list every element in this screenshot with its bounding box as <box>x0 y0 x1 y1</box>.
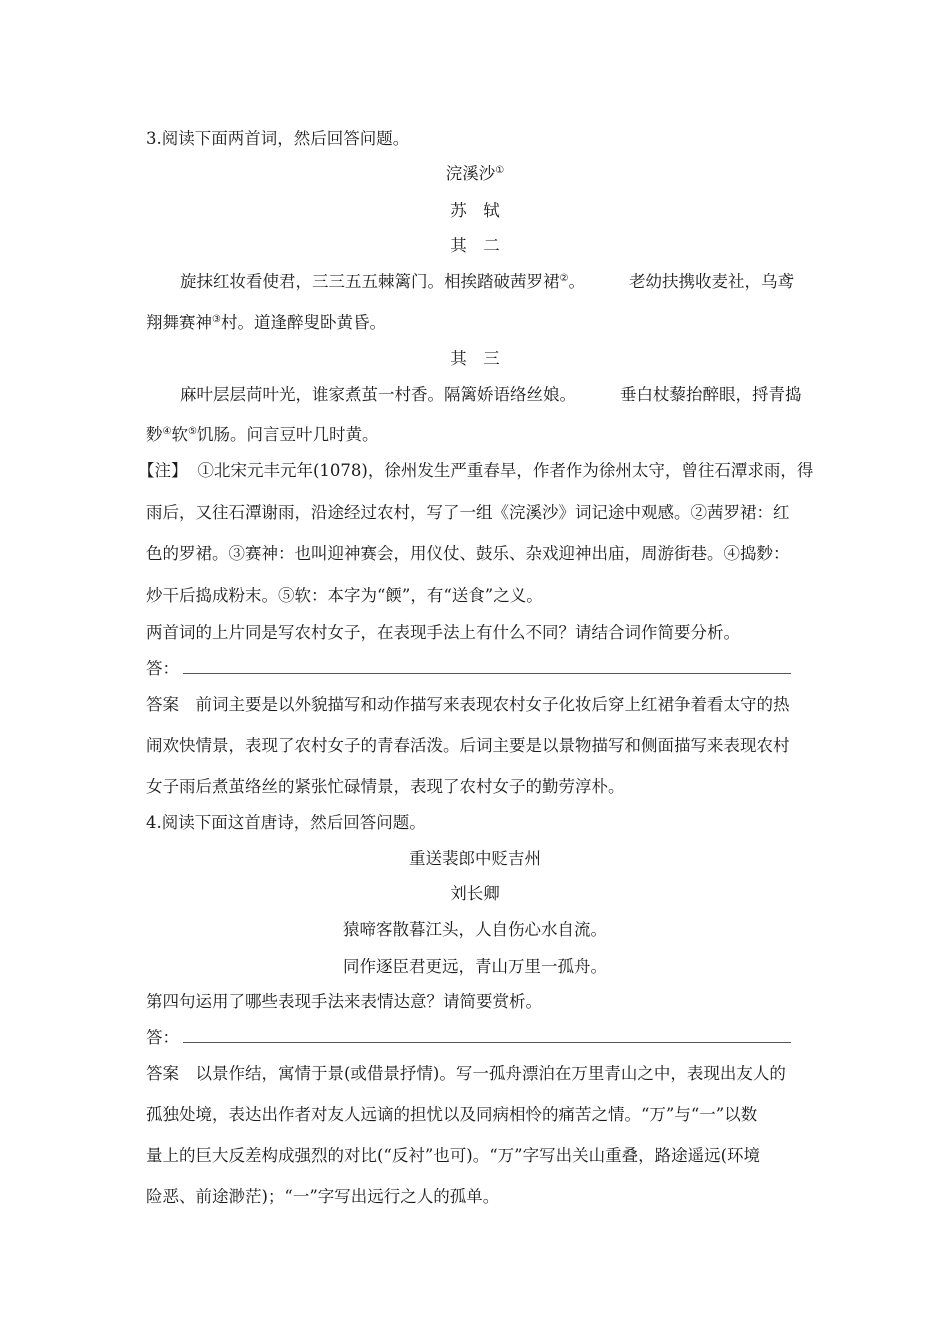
q3-poem-author: 苏 轼 <box>450 201 500 220</box>
q3-answer-blank <box>183 659 791 674</box>
q3-answer-line-2: 闹欢快情景，表现了农村女子的青春活泼。后词主要是以景物描写和侧面描写来表现农村 <box>146 736 790 755</box>
q3-note-line-2: 雨后，又往石潭谢雨，沿途经过农村，写了一组《浣溪沙》词记途中观感。②茜罗裙：红 <box>146 503 790 522</box>
q4-question: 第四句运用了哪些表现手法来表情达意？请简要赏析。 <box>146 992 542 1011</box>
q4-answer-blank <box>183 1028 791 1043</box>
q3-answer-line-3: 女子雨后煮茧络丝的紧张忙碌情景，表现了农村女子的勤劳淳朴。 <box>146 777 625 796</box>
q3-note-ref-2: ② <box>559 273 569 284</box>
q4-poem-title: 重送裴郎中贬吉州 <box>409 849 541 868</box>
q3-part2-line2 <box>146 312 386 334</box>
q3-answer-line-1: 答案 前词主要是以外貌描写和动作描写来表现农村女子化妆后穿上红裙争着看太守的热 <box>146 695 790 714</box>
q3-part2-heading: 其 二 <box>450 236 500 255</box>
q3-note-line-4: 炒干后捣成粉末。⑤软：本字为“餪”，有“送食”之义。 <box>146 586 543 605</box>
q3-poem-title <box>0 163 950 185</box>
q4-poem-line-1: 猿啼客散暮江头，人自伤心水自流。 <box>343 920 607 939</box>
q3-part2-line1 <box>180 271 794 293</box>
q3-part3-line1-a: 麻叶层层苘叶光，谁家煮茧一村香。隔篱娇语络丝娘。 <box>180 385 576 404</box>
q3-part3-line2-b: 软 <box>171 425 188 444</box>
q4-answer-label: 答： <box>146 1028 179 1047</box>
q3-answer-label: 答： <box>146 659 179 678</box>
q3-part3-line2-a: 麨 <box>146 425 163 444</box>
q4-prompt: 4.阅读下面这首唐诗，然后回答问题。 <box>146 813 426 832</box>
q3-title-note: ① <box>495 165 505 176</box>
q3-note-ref-5: ⑤ <box>187 426 197 437</box>
q3-note-tag: 【注】 <box>138 461 188 480</box>
q3-note-ref-4: ④ <box>162 426 172 437</box>
q3-part3-line1 <box>180 384 802 406</box>
q3-answer-field <box>146 658 791 680</box>
q3-part2-line1-c: 老幼扶携收麦社，乌鸢 <box>628 272 794 291</box>
q3-note-line-1 <box>138 460 813 482</box>
q4-answer-line-3: 量上的巨大反差构成强烈的对比(“反衬”也可)。“万”字写出关山重叠，路途遥远(环境 <box>146 1146 761 1165</box>
q3-part3-line2 <box>146 424 378 446</box>
q3-question: 两首词的上片同是写农村女子，在表现手法上有什么不同？请结合词作简要分析。 <box>146 623 740 642</box>
q4-poem-line-2: 同作逐臣君更远，青山万里一孤舟。 <box>343 957 607 976</box>
q3-part2-line2-a: 翔舞赛神 <box>146 313 212 332</box>
q3-note-text-1: ①北宋元丰元年(1078)，徐州发生严重春旱，作者作为徐州太守，曾往石潭求雨，得 <box>197 461 814 480</box>
q3-part3-line2-c: 饥肠。问言豆叶几时黄。 <box>196 425 379 444</box>
q3-prompt: 3.阅读下面两首词，然后回答问题。 <box>146 129 410 148</box>
q3-part3-heading: 其 三 <box>450 349 500 368</box>
q4-answer-line-2: 孤独处境，表达出作者对友人远谪的担忧以及同病相怜的痛苦之情。“万”与“一”以数 <box>146 1105 758 1124</box>
q3-title-text: 浣溪沙 <box>445 164 496 183</box>
q4-answer-field <box>146 1027 791 1049</box>
q4-poem-author: 刘长卿 <box>450 884 500 903</box>
q4-answer-line-4: 险恶、前途渺茫)；“一”字写出远行之人的孤单。 <box>146 1187 500 1206</box>
q3-part3-line1-b: 垂白杖藜抬醉眼，捋青捣 <box>620 385 802 404</box>
q3-part2-line2-b: 村。道逢醉叟卧黄昏。 <box>220 313 386 332</box>
q3-part2-line1-a: 旋抹红妆看使君，三三五五棘篱门。相挨踏破茜罗裙 <box>180 272 560 291</box>
q3-note-line-3: 色的罗裙。③赛神：也叫迎神赛会，用仪仗、鼓乐、杂戏迎神出庙，周游街巷。④捣麨： <box>146 544 790 563</box>
q3-note-ref-3: ③ <box>212 314 221 325</box>
q3-part2-line1-b: 。 <box>568 272 585 291</box>
q4-answer-line-1: 答案 以景作结，寓情于景(或借景抒情)。写一孤舟漂泊在万里青山之中，表现出友人的 <box>146 1064 786 1083</box>
